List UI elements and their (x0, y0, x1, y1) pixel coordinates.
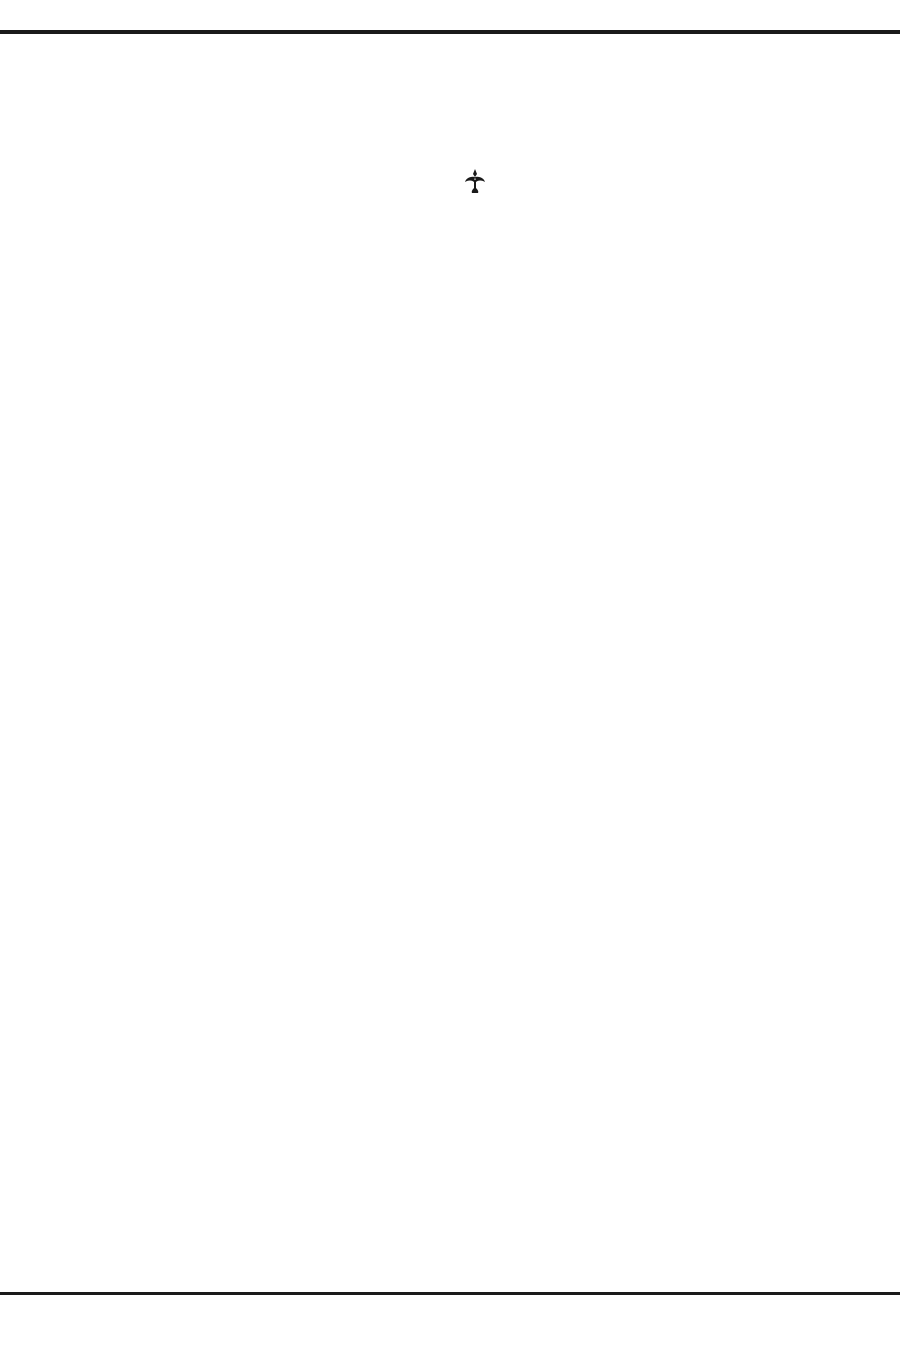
top-ornamental-border (0, 30, 900, 80)
scene-break-ornament (125, 168, 825, 196)
bottom-ornamental-border (0, 1248, 900, 1298)
body-text (125, 154, 825, 212)
